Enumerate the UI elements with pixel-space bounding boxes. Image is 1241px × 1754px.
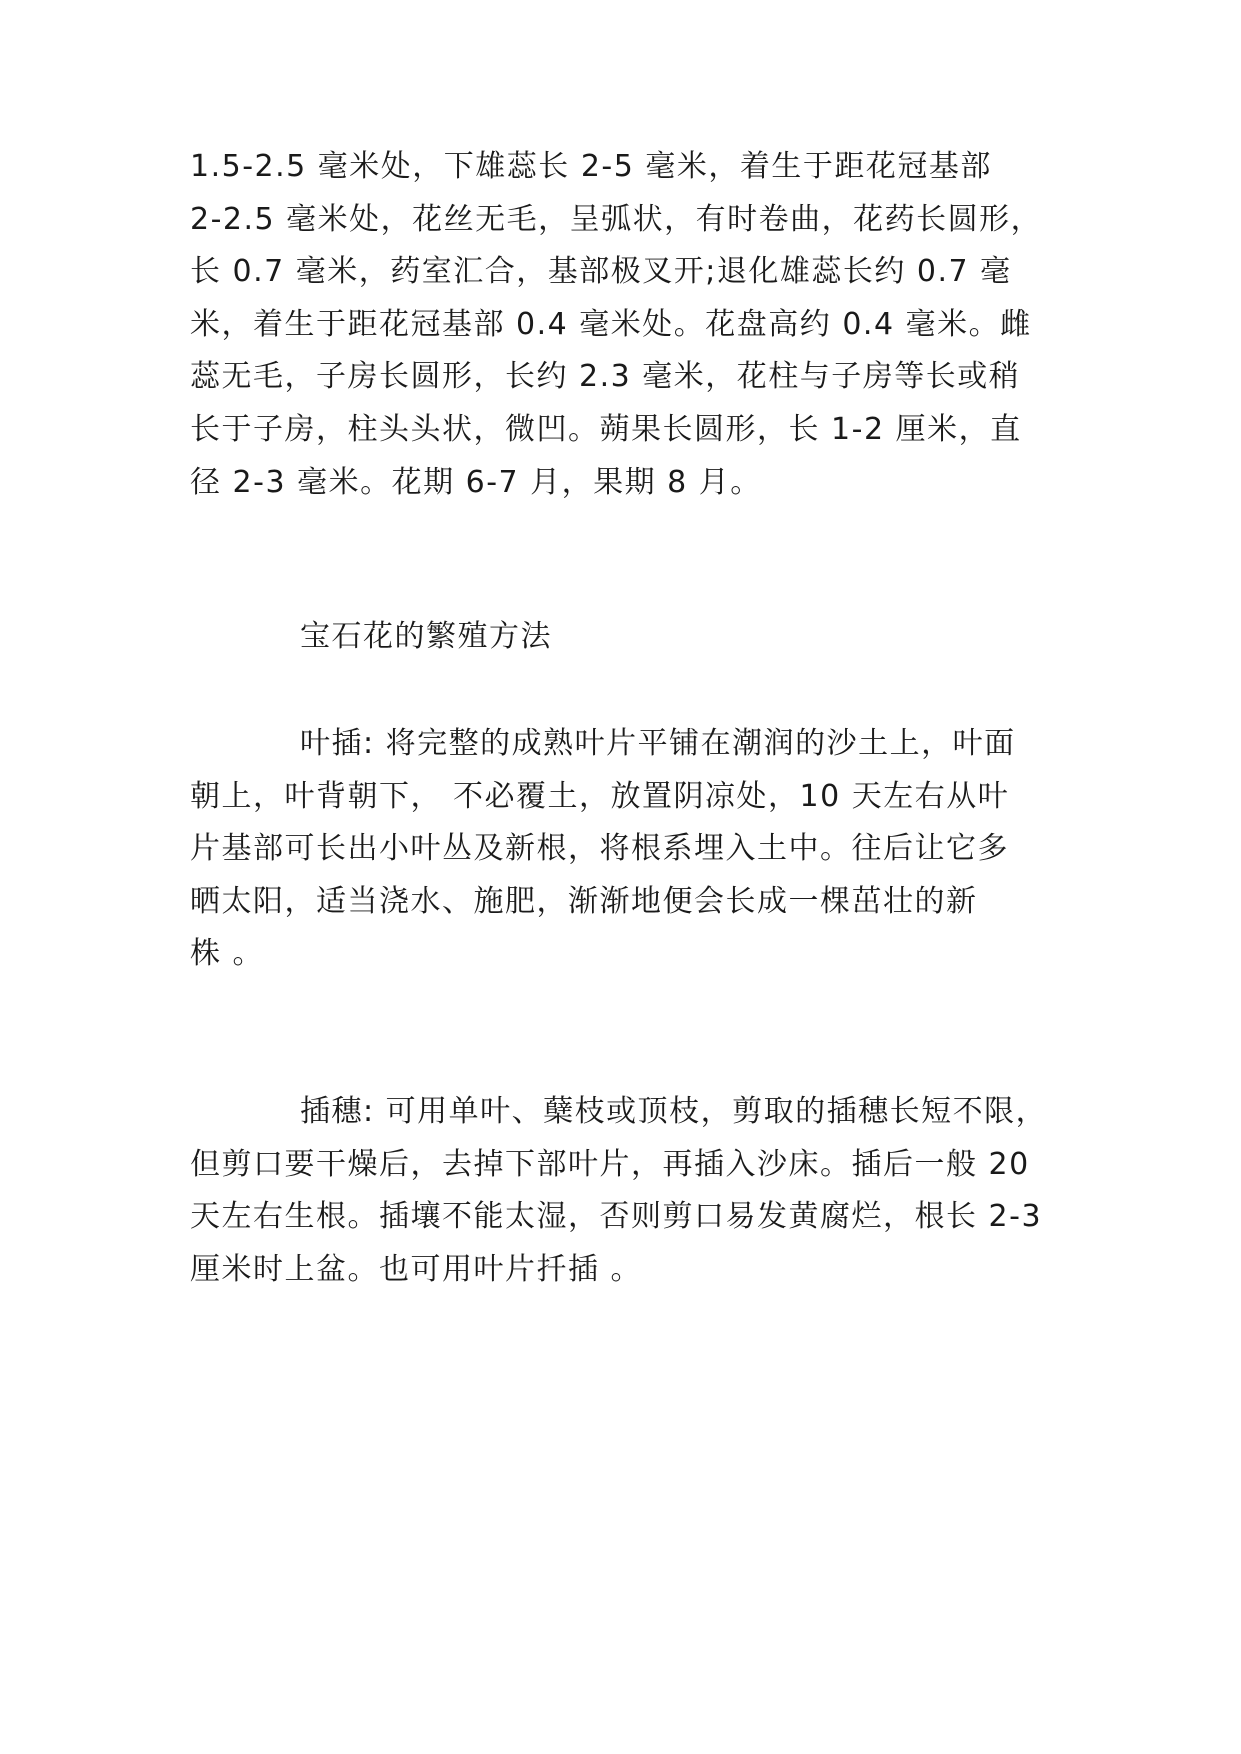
text-line: 厘米时上盆。也可用叶片扦插 。 xyxy=(190,1252,643,1287)
text-line: 但剪口要干燥后，去掉下部叶片，再插入沙床。插后一般 20 xyxy=(190,1147,1030,1182)
section-heading: 宝石花的繁殖方法 xyxy=(300,619,552,654)
text-line: 晒太阳，适当浇水、施肥，渐渐地便会长成一棵茁壮的新 xyxy=(190,884,978,919)
text-line: 2-2.5 毫米处，花丝无毛，呈弧状，有时卷曲，花药长圆形， xyxy=(190,202,1043,237)
text-line: 1.5-2.5 毫米处，下雄蕊长 2-5 毫米，着生于距花冠基部 xyxy=(190,149,992,184)
text-line: 长 0.7 毫米，药室汇合，基部极叉开;退化雄蕊长约 0.7 毫 xyxy=(190,254,1012,289)
text-line: 长于子房，柱头头状，微凹。蒴果长圆形，长 1-2 厘米，直 xyxy=(190,412,1022,447)
text-line: 叶插: 将完整的成熟叶片平铺在潮润的沙土上，叶面 xyxy=(300,726,1016,761)
text-line: 径 2-3 毫米。花期 6-7 月，果期 8 月。 xyxy=(190,465,762,500)
text-line: 朝上，叶背朝下， 不必覆土，放置阴凉处，10 天左右从叶 xyxy=(190,779,1010,814)
text-line: 片基部可长出小叶丛及新根，将根系埋入土中。往后让它多 xyxy=(190,831,1009,866)
text-line: 米，着生于距花冠基部 0.4 毫米处。花盘高约 0.4 毫米。雌 xyxy=(190,307,1032,342)
text-line: 插穗: 可用单叶、蘖枝或顶枝，剪取的插穗长短不限， xyxy=(300,1094,1048,1129)
text-line: 株 。 xyxy=(190,936,265,971)
text-line: 天左右生根。插壤不能太湿，否则剪口易发黄腐烂，根长 2-3 xyxy=(190,1199,1043,1234)
text-line: 蕊无毛，子房长圆形，长约 2.3 毫米，花柱与子房等长或稍 xyxy=(190,359,1021,394)
